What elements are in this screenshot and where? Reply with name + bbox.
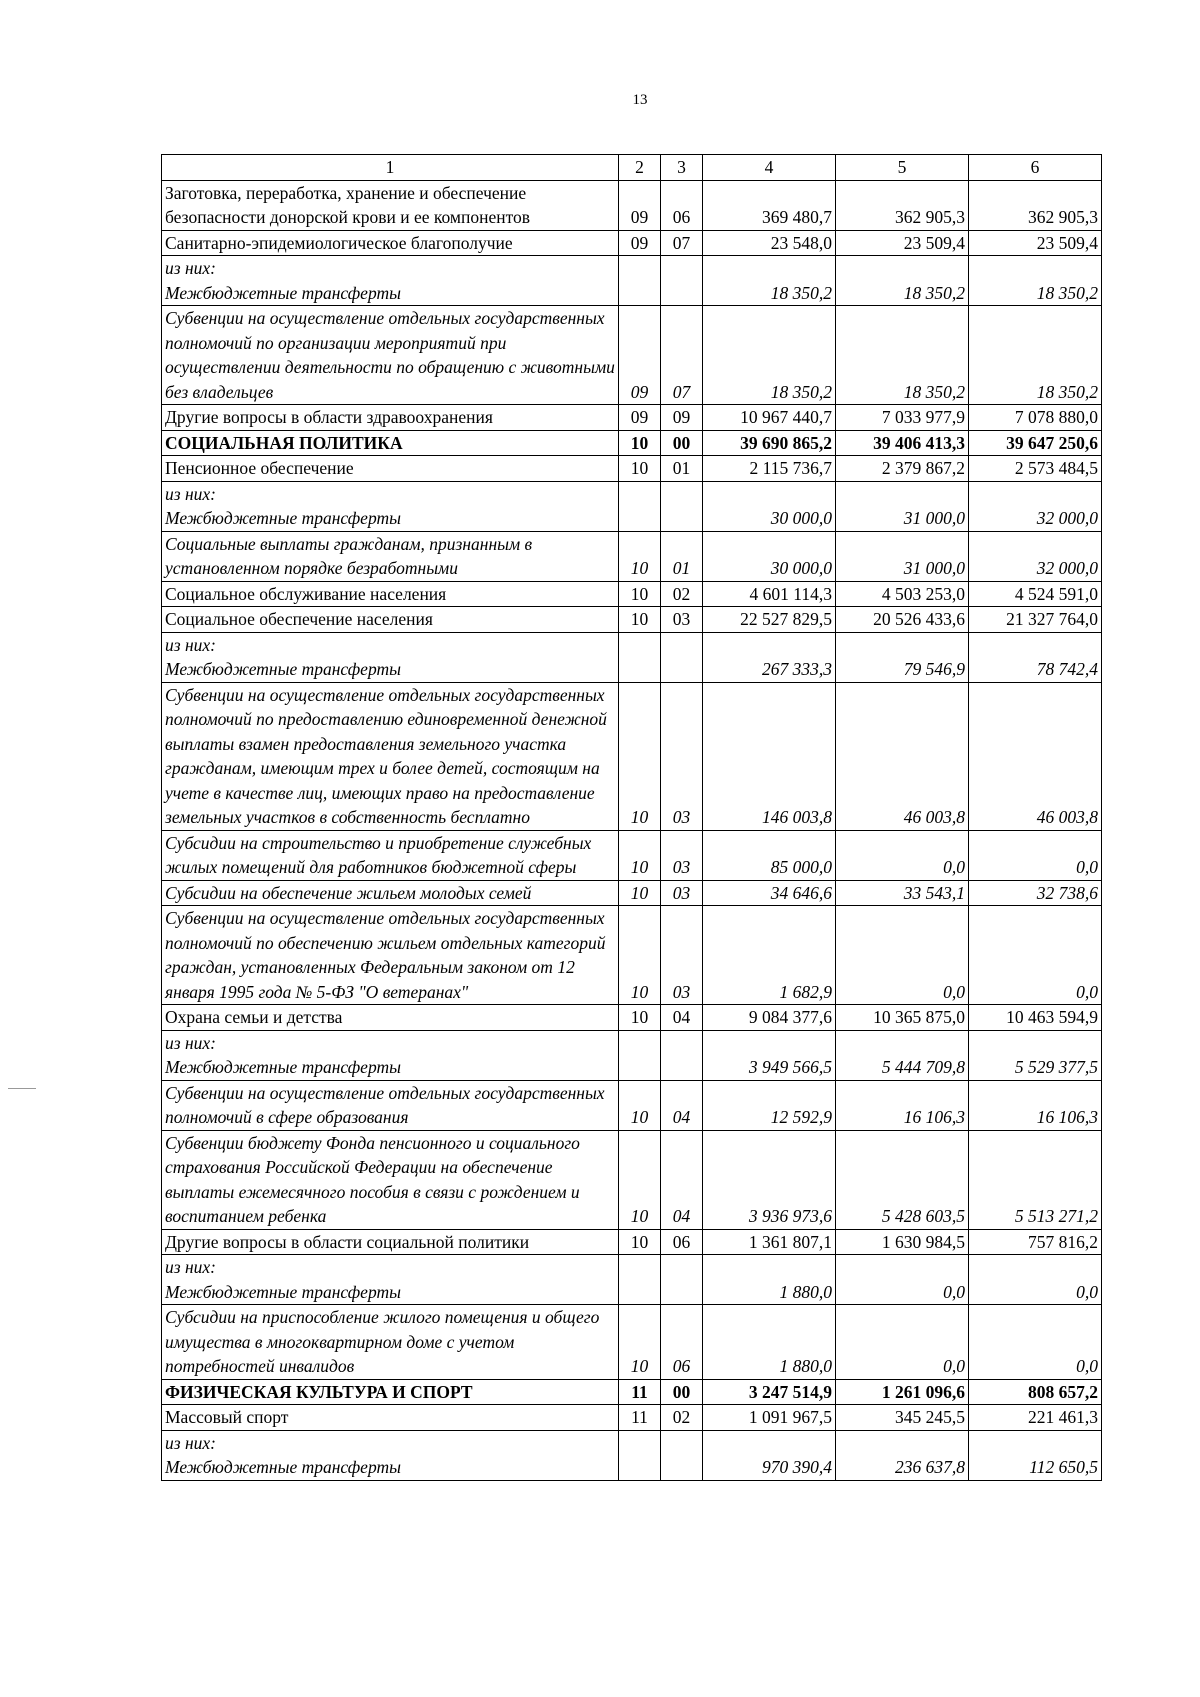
value-col5-cell: 1 261 096,6 [836, 1379, 969, 1405]
value-col4-cell: 146 003,8 [703, 682, 836, 830]
table-row [162, 230, 1102, 256]
value-col5-cell: 4 503 253,0 [836, 581, 969, 607]
row-name-cell: Пенсионное обеспечение [162, 456, 619, 482]
table-row [162, 1430, 1102, 1480]
section-code-cell: 10 [619, 880, 661, 906]
section-code-cell: 10 [619, 607, 661, 633]
value-col4-cell: 1 091 967,5 [703, 1405, 836, 1431]
section-code-cell: 09 [619, 306, 661, 405]
table-row [162, 1130, 1102, 1229]
value-col4-cell: 970 390,4 [703, 1430, 836, 1480]
section-code-cell [619, 1430, 661, 1480]
value-col5-cell: 5 444 709,8 [836, 1030, 969, 1080]
value-col5-cell: 2 379 867,2 [836, 456, 969, 482]
subsection-code-cell: 06 [661, 1305, 703, 1380]
subsection-code-cell: 01 [661, 456, 703, 482]
column-header: 3 [661, 155, 703, 181]
subsection-code-cell: 02 [661, 1405, 703, 1431]
value-col4-cell: 1 880,0 [703, 1305, 836, 1380]
value-col6-cell: 16 106,3 [969, 1080, 1102, 1130]
table-row [162, 1405, 1102, 1431]
table-row [162, 607, 1102, 633]
value-col5-cell: 7 033 977,9 [836, 405, 969, 431]
value-col4-cell: 22 527 829,5 [703, 607, 836, 633]
table-row [162, 1305, 1102, 1380]
value-col6-cell: 362 905,3 [969, 180, 1102, 230]
subsection-code-cell: 06 [661, 180, 703, 230]
value-col5-cell: 18 350,2 [836, 306, 969, 405]
table-row [162, 632, 1102, 682]
value-col6-cell: 4 524 591,0 [969, 581, 1102, 607]
section-code-cell: 11 [619, 1379, 661, 1405]
table-row [162, 581, 1102, 607]
table-row [162, 531, 1102, 581]
column-header: 5 [836, 155, 969, 181]
value-col4-cell: 1 880,0 [703, 1255, 836, 1305]
value-col5-cell: 33 543,1 [836, 880, 969, 906]
value-col5-cell: 20 526 433,6 [836, 607, 969, 633]
row-name-cell: Массовый спорт [162, 1405, 619, 1431]
table-row [162, 256, 1102, 306]
value-col6-cell: 112 650,5 [969, 1430, 1102, 1480]
value-col5-cell: 79 546,9 [836, 632, 969, 682]
section-code-cell: 10 [619, 1229, 661, 1255]
subsection-code-cell: 01 [661, 531, 703, 581]
value-col5-cell: 0,0 [836, 906, 969, 1005]
table-row [162, 1005, 1102, 1031]
table-row [162, 180, 1102, 230]
value-col4-cell: 18 350,2 [703, 256, 836, 306]
value-col6-cell: 23 509,4 [969, 230, 1102, 256]
row-name-cell: Субсидии на обеспечение жильем молодых семей [162, 880, 619, 906]
value-col5-cell: 18 350,2 [836, 256, 969, 306]
value-col6-cell: 21 327 764,0 [969, 607, 1102, 633]
table-header-row [162, 155, 1102, 181]
row-name-cell: ФИЗИЧЕСКАЯ КУЛЬТУРА И СПОРТ [162, 1379, 619, 1405]
subsection-code-cell: 03 [661, 830, 703, 880]
section-code-cell: 10 [619, 531, 661, 581]
value-col4-cell: 85 000,0 [703, 830, 836, 880]
subsection-code-cell [661, 481, 703, 531]
row-name-cell: Другие вопросы в области здравоохранения [162, 405, 619, 431]
value-col5-cell: 0,0 [836, 1255, 969, 1305]
subsection-code-cell [661, 632, 703, 682]
value-col5-cell: 23 509,4 [836, 230, 969, 256]
value-col4-cell: 30 000,0 [703, 481, 836, 531]
value-col4-cell: 2 115 736,7 [703, 456, 836, 482]
table-row [162, 405, 1102, 431]
section-code-cell: 09 [619, 180, 661, 230]
subsection-code-cell: 00 [661, 430, 703, 456]
value-col5-cell: 0,0 [836, 830, 969, 880]
section-code-cell: 10 [619, 1005, 661, 1031]
subsection-code-cell: 02 [661, 581, 703, 607]
section-code-cell [619, 256, 661, 306]
row-name-cell: из них: Межбюджетные трансферты [162, 632, 619, 682]
column-header: 1 [162, 155, 619, 181]
value-col6-cell: 39 647 250,6 [969, 430, 1102, 456]
value-col4-cell: 39 690 865,2 [703, 430, 836, 456]
value-col6-cell: 2 573 484,5 [969, 456, 1102, 482]
row-name-cell: Социальное обслуживание населения [162, 581, 619, 607]
scan-artifact [8, 1088, 36, 1089]
value-col4-cell: 4 601 114,3 [703, 581, 836, 607]
section-code-cell: 10 [619, 581, 661, 607]
column-header: 4 [703, 155, 836, 181]
value-col5-cell: 5 428 603,5 [836, 1130, 969, 1229]
row-name-cell: Субсидии на строительство и приобретение служебных жилых помещений для работников бюджетной сферы [162, 830, 619, 880]
subsection-code-cell [661, 1255, 703, 1305]
value-col6-cell: 10 463 594,9 [969, 1005, 1102, 1031]
table-row [162, 906, 1102, 1005]
section-code-cell: 10 [619, 906, 661, 1005]
section-code-cell: 10 [619, 830, 661, 880]
value-col4-cell: 18 350,2 [703, 306, 836, 405]
row-name-cell: Заготовка, переработка, хранение и обеспечение безопасности донорской крови и ее компонентов [162, 180, 619, 230]
value-col4-cell: 3 949 566,5 [703, 1030, 836, 1080]
value-col6-cell: 5 529 377,5 [969, 1030, 1102, 1080]
value-col6-cell: 0,0 [969, 1255, 1102, 1305]
row-name-cell: из них: Межбюджетные трансферты [162, 481, 619, 531]
row-name-cell: Санитарно-эпидемиологическое благополучие [162, 230, 619, 256]
subsection-code-cell: 04 [661, 1005, 703, 1031]
value-col5-cell: 236 637,8 [836, 1430, 969, 1480]
row-name-cell: из них: Межбюджетные трансферты [162, 1255, 619, 1305]
value-col6-cell: 221 461,3 [969, 1405, 1102, 1431]
value-col5-cell: 10 365 875,0 [836, 1005, 969, 1031]
value-col4-cell: 369 480,7 [703, 180, 836, 230]
row-name-cell: Субвенции на осуществление отдельных государственных полномочий по обеспечению жильем отдельных категорий граждан, установленных Федеральным законом от 12 января 1995 года № 5-ФЗ "О ветеранах" [162, 906, 619, 1005]
table-row [162, 481, 1102, 531]
table-row [162, 682, 1102, 830]
column-header: 6 [969, 155, 1102, 181]
section-code-cell: 09 [619, 405, 661, 431]
row-name-cell: Субвенции на осуществление отдельных государственных полномочий по предоставлению единовременной денежной выплаты взамен предоставления земельного участка гражданам, имеющим трех и более детей, состоящим на учете в качестве лиц, имеющих право на предоставление земельных участков в собственность бесплатно [162, 682, 619, 830]
value-col4-cell: 1 361 807,1 [703, 1229, 836, 1255]
value-col6-cell: 18 350,2 [969, 306, 1102, 405]
value-col5-cell: 345 245,5 [836, 1405, 969, 1431]
value-col4-cell: 12 592,9 [703, 1080, 836, 1130]
value-col5-cell: 16 106,3 [836, 1080, 969, 1130]
subsection-code-cell: 00 [661, 1379, 703, 1405]
table-row [162, 1030, 1102, 1080]
subsection-code-cell: 07 [661, 230, 703, 256]
subsection-code-cell: 03 [661, 607, 703, 633]
value-col4-cell: 30 000,0 [703, 531, 836, 581]
table-row [162, 430, 1102, 456]
table-row [162, 1229, 1102, 1255]
value-col6-cell: 32 000,0 [969, 531, 1102, 581]
value-col4-cell: 23 548,0 [703, 230, 836, 256]
value-col6-cell: 78 742,4 [969, 632, 1102, 682]
value-col6-cell: 5 513 271,2 [969, 1130, 1102, 1229]
section-code-cell [619, 481, 661, 531]
subsection-code-cell: 04 [661, 1080, 703, 1130]
subsection-code-cell: 04 [661, 1130, 703, 1229]
table-row [162, 456, 1102, 482]
row-name-cell: из них: Межбюджетные трансферты [162, 256, 619, 306]
budget-table [161, 154, 1102, 1481]
value-col6-cell: 0,0 [969, 830, 1102, 880]
row-name-cell: Охрана семьи и детства [162, 1005, 619, 1031]
row-name-cell: из них: Межбюджетные трансферты [162, 1030, 619, 1080]
value-col6-cell: 18 350,2 [969, 256, 1102, 306]
table-row [162, 880, 1102, 906]
subsection-code-cell [661, 256, 703, 306]
row-name-cell: Субсидии на приспособление жилого помещения и общего имущества в многоквартирном доме с учетом потребностей инвалидов [162, 1305, 619, 1380]
value-col6-cell: 0,0 [969, 1305, 1102, 1380]
table-row [162, 1080, 1102, 1130]
section-code-cell [619, 632, 661, 682]
section-code-cell [619, 1255, 661, 1305]
subsection-code-cell: 09 [661, 405, 703, 431]
value-col5-cell: 0,0 [836, 1305, 969, 1380]
value-col4-cell: 3 936 973,6 [703, 1130, 836, 1229]
row-name-cell: Социальное обеспечение населения [162, 607, 619, 633]
subsection-code-cell: 06 [661, 1229, 703, 1255]
value-col5-cell: 46 003,8 [836, 682, 969, 830]
value-col5-cell: 362 905,3 [836, 180, 969, 230]
section-code-cell [619, 1030, 661, 1080]
value-col6-cell: 7 078 880,0 [969, 405, 1102, 431]
value-col6-cell: 32 738,6 [969, 880, 1102, 906]
table-row [162, 1379, 1102, 1405]
subsection-code-cell: 03 [661, 880, 703, 906]
value-col5-cell: 31 000,0 [836, 531, 969, 581]
value-col5-cell: 39 406 413,3 [836, 430, 969, 456]
column-header: 2 [619, 155, 661, 181]
subsection-code-cell: 07 [661, 306, 703, 405]
value-col6-cell: 32 000,0 [969, 481, 1102, 531]
section-code-cell: 11 [619, 1405, 661, 1431]
subsection-code-cell: 03 [661, 682, 703, 830]
section-code-cell: 09 [619, 230, 661, 256]
value-col6-cell: 46 003,8 [969, 682, 1102, 830]
subsection-code-cell [661, 1430, 703, 1480]
value-col6-cell: 757 816,2 [969, 1229, 1102, 1255]
table-row [162, 306, 1102, 405]
section-code-cell: 10 [619, 1080, 661, 1130]
section-code-cell: 10 [619, 430, 661, 456]
value-col4-cell: 34 646,6 [703, 880, 836, 906]
section-code-cell: 10 [619, 1130, 661, 1229]
section-code-cell: 10 [619, 1305, 661, 1380]
table-row [162, 830, 1102, 880]
value-col4-cell: 10 967 440,7 [703, 405, 836, 431]
page-number: 13 [632, 92, 648, 108]
section-code-cell: 10 [619, 682, 661, 830]
row-name-cell: Субвенции на осуществление отдельных государственных полномочий в сфере образования [162, 1080, 619, 1130]
section-code-cell: 10 [619, 456, 661, 482]
row-name-cell: СОЦИАЛЬНАЯ ПОЛИТИКА [162, 430, 619, 456]
row-name-cell: из них: Межбюджетные трансферты [162, 1430, 619, 1480]
value-col4-cell: 9 084 377,6 [703, 1005, 836, 1031]
row-name-cell: Социальные выплаты гражданам, признанным в установленном порядке безработными [162, 531, 619, 581]
value-col4-cell: 1 682,9 [703, 906, 836, 1005]
subsection-code-cell [661, 1030, 703, 1080]
row-name-cell: Субвенции бюджету Фонда пенсионного и социального страхования Российской Федерации на обеспечение выплаты ежемесячного пособия в связи с рождением и воспитанием ребенка [162, 1130, 619, 1229]
table-row [162, 1255, 1102, 1305]
subsection-code-cell: 03 [661, 906, 703, 1005]
value-col5-cell: 1 630 984,5 [836, 1229, 969, 1255]
row-name-cell: Другие вопросы в области социальной политики [162, 1229, 619, 1255]
value-col5-cell: 31 000,0 [836, 481, 969, 531]
value-col4-cell: 267 333,3 [703, 632, 836, 682]
value-col4-cell: 3 247 514,9 [703, 1379, 836, 1405]
value-col6-cell: 808 657,2 [969, 1379, 1102, 1405]
value-col6-cell: 0,0 [969, 906, 1102, 1005]
row-name-cell: Субвенции на осуществление отдельных государственных полномочий по организации мероприятий при осуществлении деятельности по обращению с животными без владельцев [162, 306, 619, 405]
